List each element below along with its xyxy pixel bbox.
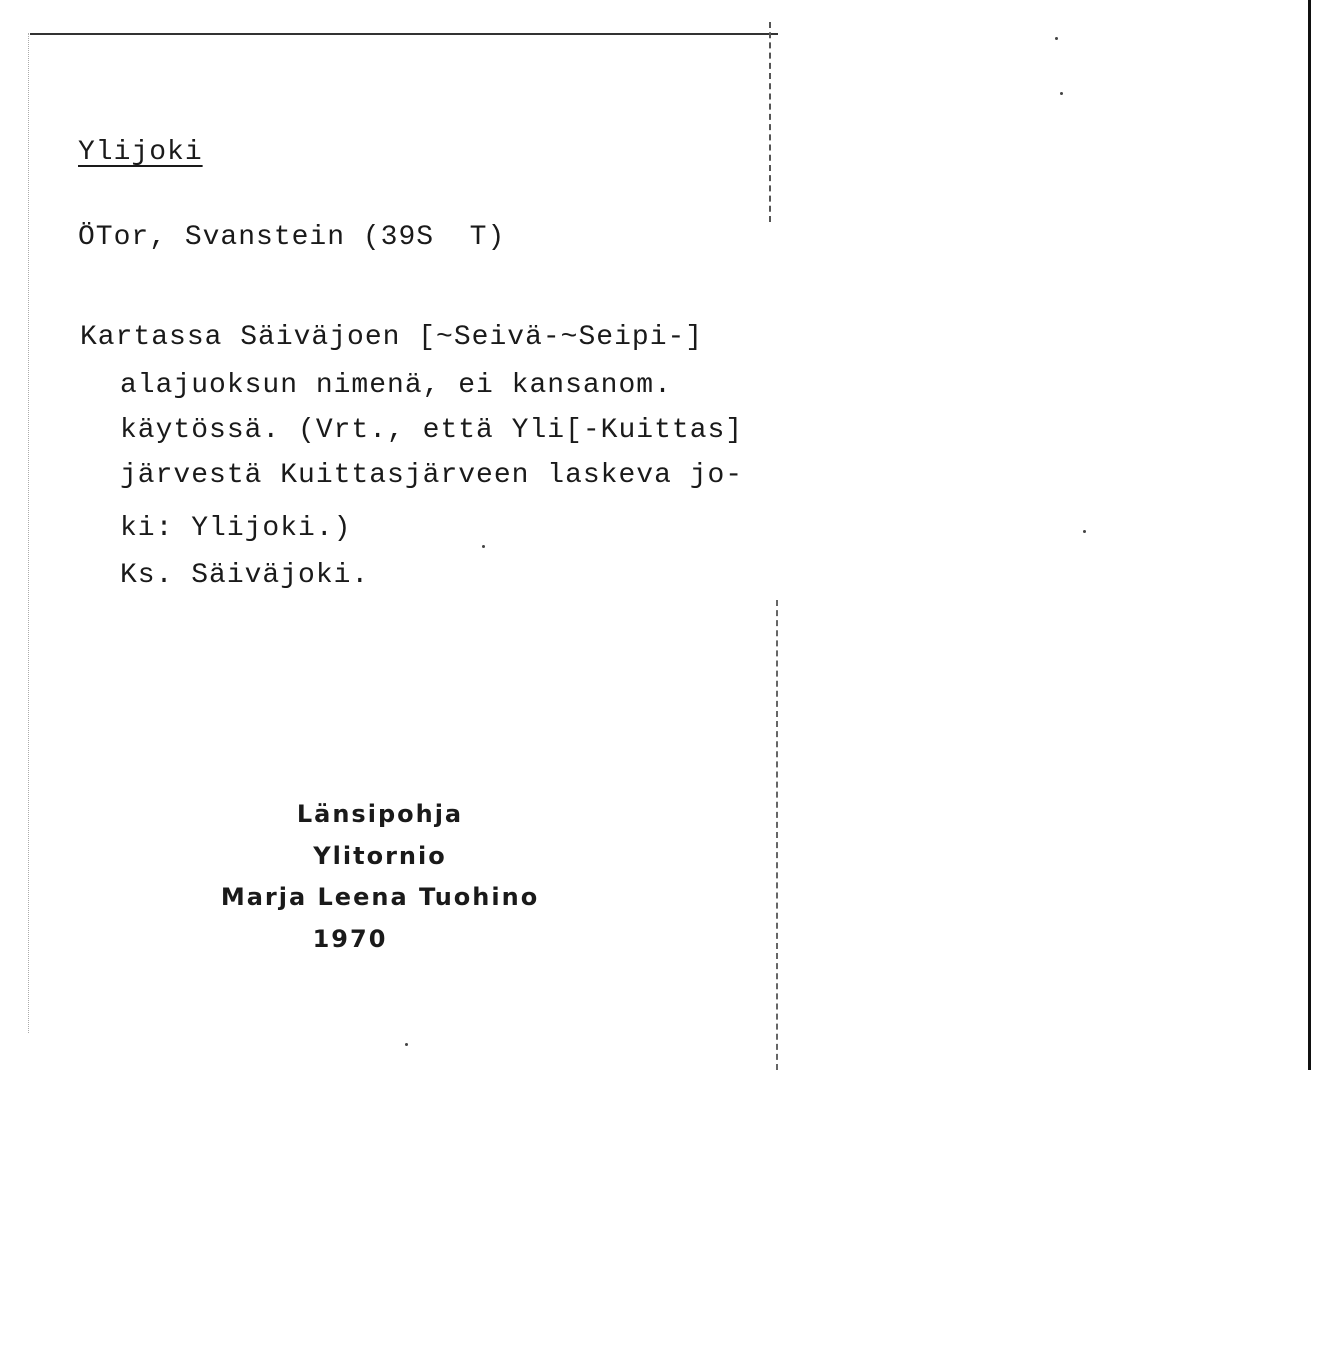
body-line: käytössä. (Vrt., että Yli[-Kuittas]: [120, 415, 744, 446]
card-right-border-lower: [776, 600, 778, 1070]
stamp-region: Länsipohja: [296, 800, 464, 828]
card-right-border: [769, 22, 771, 222]
scan-speck: [482, 545, 485, 548]
place-name-heading: Ylijoki: [78, 137, 203, 168]
scan-speck: [1083, 530, 1086, 533]
body-line: järvestä Kuittasjärveen laskeva jo-: [120, 460, 744, 491]
card-left-border: [28, 33, 29, 1033]
source-reference: ÖTor, Svanstein (39S T): [78, 222, 506, 253]
card-top-border: [30, 33, 778, 35]
scan-speck: [1060, 92, 1063, 95]
stamp-collector: Marja Leena Tuohino: [220, 883, 540, 911]
scan-speck: [1055, 37, 1058, 40]
body-line: ki: Ylijoki.): [120, 513, 352, 544]
stamp-year: 1970: [312, 925, 388, 953]
body-line: alajuoksun nimenä, ei kansanom.: [120, 370, 672, 401]
body-line: Ks. Säiväjoki.: [120, 560, 370, 591]
stamp-parish: Ylitornio: [313, 842, 447, 870]
scan-speck: [405, 1043, 408, 1046]
body-line: Kartassa Säiväjoen [~Seivä-~Seipi-]: [80, 322, 704, 353]
scan-edge-line: [1308, 0, 1311, 1070]
